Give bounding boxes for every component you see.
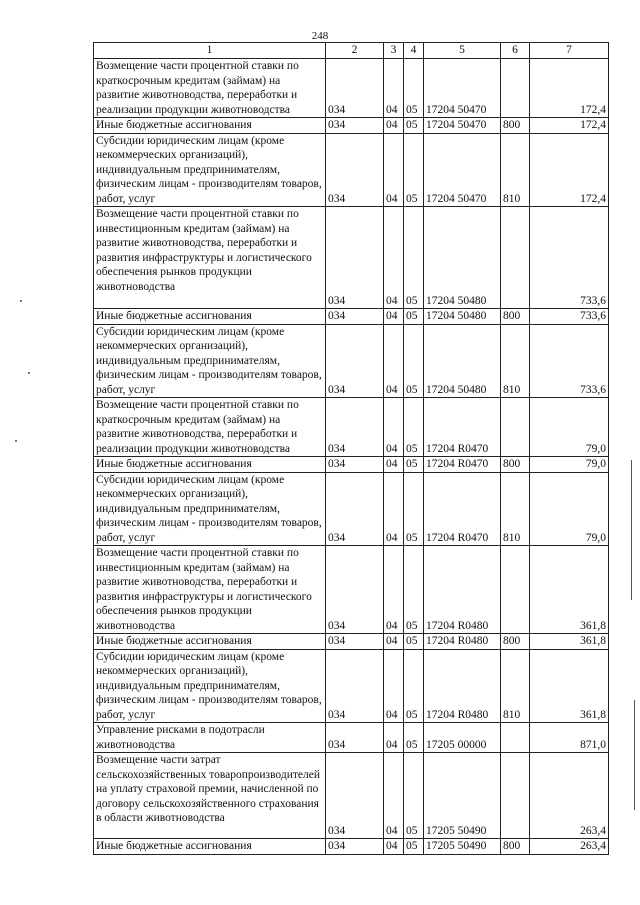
row-section-cell: 04 (384, 472, 404, 546)
row-target-cell: 17204 50480 (424, 309, 501, 325)
row-subsection-cell: 05 (404, 634, 424, 650)
table-row (94, 324, 609, 398)
row-amount-cell: 79,0 (530, 457, 609, 473)
row-amount-cell: 79,0 (530, 398, 609, 457)
column-header: 5 (424, 43, 501, 59)
row-amount-cell: 733,6 (530, 324, 609, 398)
row-section-cell: 04 (384, 753, 404, 839)
row-amount-cell: 361,8 (530, 546, 609, 634)
row-section-cell: 04 (384, 546, 404, 634)
row-section-cell: 04 (384, 207, 404, 309)
row-amount-cell: 733,6 (530, 309, 609, 325)
row-name-cell: Иные бюджетные ассигнования (94, 839, 326, 855)
table-row (94, 398, 609, 457)
table-row (94, 634, 609, 650)
row-name-cell: Иные бюджетные ассигнования (94, 634, 326, 650)
row-name-cell: Иные бюджетные ассигнования (94, 309, 326, 325)
row-target-cell: 17204 R0480 (424, 649, 501, 723)
table-row (94, 118, 609, 134)
row-type-cell: 800 (501, 309, 530, 325)
row-code-cell: 034 (326, 649, 384, 723)
row-target-cell: 17204 R0470 (424, 472, 501, 546)
row-code-cell: 034 (326, 59, 384, 118)
row-target-cell: 17205 50490 (424, 839, 501, 855)
row-type-cell (501, 59, 530, 118)
row-target-cell: 17204 50470 (424, 59, 501, 118)
row-type-cell: 810 (501, 133, 530, 207)
row-target-cell: 17204 R0480 (424, 546, 501, 634)
row-section-cell: 04 (384, 324, 404, 398)
table-row (94, 207, 609, 309)
table-row (94, 723, 609, 753)
row-section-cell: 04 (384, 133, 404, 207)
row-code-cell: 034 (326, 839, 384, 855)
row-type-cell (501, 753, 530, 839)
row-section-cell: 04 (384, 723, 404, 753)
scan-speck (15, 440, 17, 442)
row-target-cell: 17204 50470 (424, 133, 501, 207)
row-amount-cell: 263,4 (530, 839, 609, 855)
scan-speck (20, 300, 22, 302)
row-subsection-cell: 05 (404, 546, 424, 634)
row-type-cell: 800 (501, 839, 530, 855)
row-code-cell: 034 (326, 133, 384, 207)
column-header: 3 (384, 43, 404, 59)
row-amount-cell: 361,8 (530, 634, 609, 650)
column-header: 6 (501, 43, 530, 59)
row-code-cell: 034 (326, 398, 384, 457)
table-row (94, 839, 609, 855)
row-amount-cell: 263,4 (530, 753, 609, 839)
row-subsection-cell: 05 (404, 309, 424, 325)
row-type-cell: 810 (501, 324, 530, 398)
row-subsection-cell: 05 (404, 839, 424, 855)
row-code-cell: 034 (326, 634, 384, 650)
row-amount-cell: 172,4 (530, 118, 609, 134)
row-section-cell: 04 (384, 398, 404, 457)
table-row (94, 133, 609, 207)
table-row (94, 546, 609, 634)
row-name-cell: Иные бюджетные ассигнования (94, 457, 326, 473)
row-amount-cell: 172,4 (530, 133, 609, 207)
row-section-cell: 04 (384, 457, 404, 473)
row-name-cell: Иные бюджетные ассигнования (94, 118, 326, 134)
row-name-cell: Возмещение части процентной ставки по краткосрочным кредитам (займам) на развитие животноводства, переработки и реализации продукции животноводства (94, 59, 326, 118)
row-target-cell: 17204 R0480 (424, 634, 501, 650)
row-code-cell: 034 (326, 546, 384, 634)
row-subsection-cell: 05 (404, 457, 424, 473)
row-subsection-cell: 05 (404, 398, 424, 457)
row-section-cell: 04 (384, 309, 404, 325)
row-code-cell: 034 (326, 457, 384, 473)
row-type-cell (501, 546, 530, 634)
row-subsection-cell: 05 (404, 324, 424, 398)
row-code-cell: 034 (326, 472, 384, 546)
row-target-cell: 17204 50470 (424, 118, 501, 134)
row-target-cell: 17204 50480 (424, 207, 501, 309)
row-subsection-cell: 05 (404, 118, 424, 134)
row-code-cell: 034 (326, 118, 384, 134)
row-subsection-cell: 05 (404, 723, 424, 753)
row-target-cell: 17205 50490 (424, 753, 501, 839)
row-type-cell (501, 398, 530, 457)
row-type-cell: 800 (501, 118, 530, 134)
row-subsection-cell: 05 (404, 753, 424, 839)
row-code-cell: 034 (326, 324, 384, 398)
column-header: 1 (94, 43, 326, 59)
row-name-cell: Управление рисками в подотрасли животноводства (94, 723, 326, 753)
scan-edge-right (634, 700, 635, 810)
row-amount-cell: 79,0 (530, 472, 609, 546)
table-row (94, 649, 609, 723)
row-code-cell: 034 (326, 753, 384, 839)
row-name-cell: Возмещение части процентной ставки по краткосрочным кредитам (займам) на развитие животноводства, переработки и реализации продукции животноводства (94, 398, 326, 457)
row-name-cell: Субсидии юридическим лицам (кроме некоммерческих организаций), индивидуальным предпринимателям, физическим лицам - производителям товаров, работ, услуг (94, 472, 326, 546)
row-type-cell: 800 (501, 634, 530, 650)
row-code-cell: 034 (326, 207, 384, 309)
row-type-cell (501, 207, 530, 309)
row-type-cell: 810 (501, 472, 530, 546)
row-name-cell: Субсидии юридическим лицам (кроме некоммерческих организаций), индивидуальным предпринимателям, физическим лицам - производителям товаров, работ, услуг (94, 133, 326, 207)
table-row (94, 59, 609, 118)
row-type-cell (501, 723, 530, 753)
row-amount-cell: 733,6 (530, 207, 609, 309)
table-row (94, 472, 609, 546)
row-name-cell: Субсидии юридическим лицам (кроме некоммерческих организаций), индивидуальным предпринимателям, физическим лицам - производителям товаров, работ, услуг (94, 324, 326, 398)
row-name-cell: Возмещение части затрат сельскохозяйственных товаропроизводителей на уплату страховой премии, начисленной по договору сельскохозяйственного страхования в области животноводства (94, 753, 326, 839)
row-target-cell: 17204 R0470 (424, 398, 501, 457)
budget-table (93, 42, 609, 855)
column-header: 2 (326, 43, 384, 59)
row-target-cell: 17205 00000 (424, 723, 501, 753)
row-subsection-cell: 05 (404, 472, 424, 546)
page-number: 248 (311, 30, 329, 42)
row-section-cell: 04 (384, 634, 404, 650)
row-subsection-cell: 05 (404, 207, 424, 309)
row-target-cell: 17204 50480 (424, 324, 501, 398)
row-code-cell: 034 (326, 309, 384, 325)
column-header: 4 (404, 43, 424, 59)
row-section-cell: 04 (384, 649, 404, 723)
row-amount-cell: 172,4 (530, 59, 609, 118)
column-header: 7 (530, 43, 609, 59)
row-code-cell: 034 (326, 723, 384, 753)
table-row (94, 309, 609, 325)
row-section-cell: 04 (384, 59, 404, 118)
row-target-cell: 17204 R0470 (424, 457, 501, 473)
row-name-cell: Возмещение части процентной ставки по инвестиционным кредитам (займам) на развитие животноводства, переработки и развития инфраструктуры и логистического обеспечения рынков продукции животноводства (94, 207, 326, 309)
row-section-cell: 04 (384, 839, 404, 855)
row-subsection-cell: 05 (404, 59, 424, 118)
scan-edge-right (631, 460, 632, 600)
row-amount-cell: 361,8 (530, 649, 609, 723)
table-row (94, 753, 609, 839)
row-section-cell: 04 (384, 118, 404, 134)
row-type-cell: 810 (501, 649, 530, 723)
scan-speck (28, 372, 30, 374)
row-name-cell: Возмещение части процентной ставки по инвестиционным кредитам (займам) на развитие животноводства, переработки и развития инфраструктуры и логистического обеспечения рынков продукции животноводства (94, 546, 326, 634)
row-type-cell: 800 (501, 457, 530, 473)
row-name-cell: Субсидии юридическим лицам (кроме некоммерческих организаций), индивидуальным предпринимателям, физическим лицам - производителям товаров, работ, услуг (94, 649, 326, 723)
column-header-row (94, 43, 609, 59)
row-subsection-cell: 05 (404, 133, 424, 207)
row-subsection-cell: 05 (404, 649, 424, 723)
row-amount-cell: 871,0 (530, 723, 609, 753)
table-row (94, 457, 609, 473)
